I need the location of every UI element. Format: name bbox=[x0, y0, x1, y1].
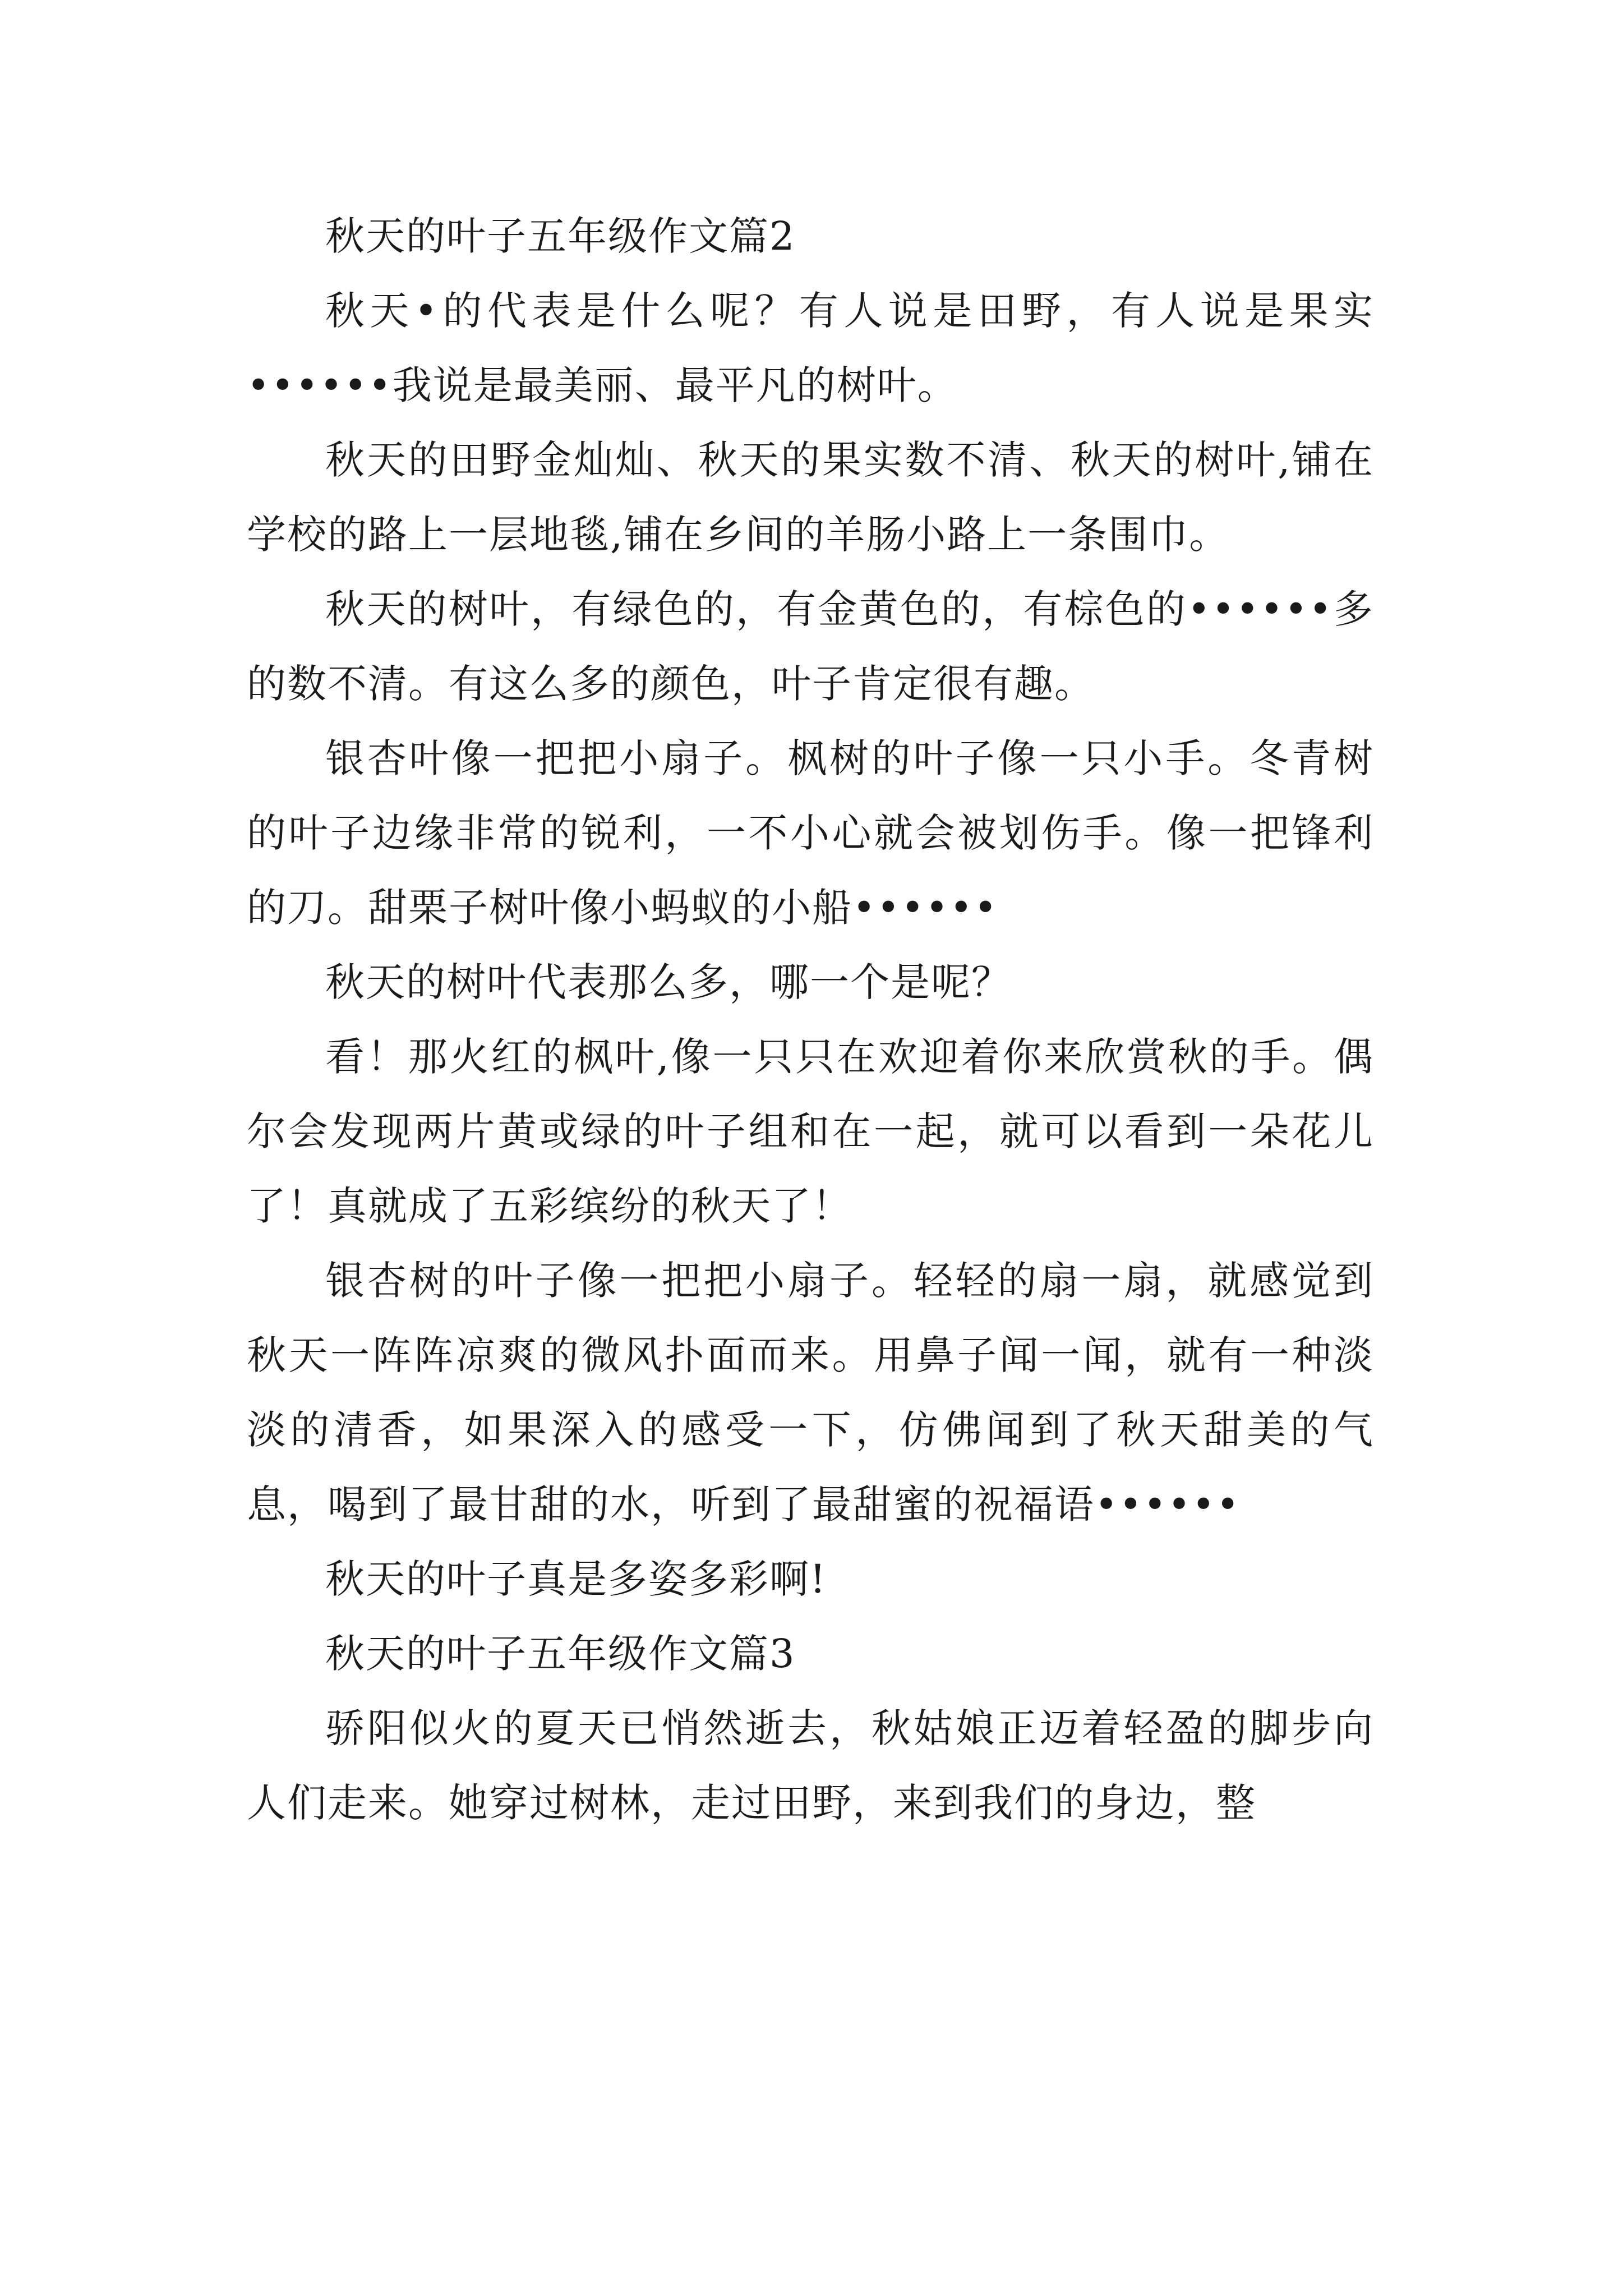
paragraph: 银杏叶像一把把小扇子。枫树的叶子像一只小手。冬青树的叶子边缘非常的锐利，一不小心就会被划伤手。像一把锋利的刀。甜栗子树叶像小蚂蚁的小船•••••• bbox=[247, 735, 1374, 931]
paragraph: 秋天的叶子真是多姿多彩啊! bbox=[325, 1556, 827, 1602]
paragraph: 秋天的树叶，有绿色的，有金黄色的，有棕色的••••••多的数不清。有这么多的颜色，叶子肯定很有趣。 bbox=[247, 586, 1374, 707]
essay-heading-3: 秋天的叶子五年级作文篇3 bbox=[325, 1631, 796, 1677]
essay-body bbox=[247, 199, 1374, 1841]
paragraph: 银杏树的叶子像一把把小扇子。轻轻的扇一扇，就感觉到秋天一阵阵凉爽的微风扑面而来。用鼻子闻一闻，就有一种淡淡的清香，如果深入的感受一下，仿佛闻到了秋天甜美的气息，喝到了最甘甜的水，听到了最甜蜜的祝福语•••••• bbox=[247, 1258, 1374, 1527]
paragraph: 秋天•的代表是什么呢？有人说是田野，有人说是果实••••••我说是最美丽、最平凡的树叶。 bbox=[247, 288, 1374, 408]
paragraph: 秋天的树叶代表那么多，哪一个是呢？ bbox=[325, 959, 1012, 1005]
paragraph: 骄阳似火的夏天已悄然逝去，秋姑娘正迈着轻盈的脚步向人们走来。她穿过树林，走过田野，来到我们的身边，整 bbox=[247, 1705, 1374, 1826]
essay-heading-2: 秋天的叶子五年级作文篇2 bbox=[325, 213, 796, 259]
paragraph: 看！那火红的枫叶,像一只只在欢迎着你来欣赏秋的手。偶尔会发现两片黄或绿的叶子组和在一起，就可以看到一朵花儿了！真就成了五彩缤纷的秋天了！ bbox=[247, 1034, 1374, 1229]
paragraph: 秋天的田野金灿灿、秋天的果实数不清、秋天的树叶,铺在学校的路上一层地毯,铺在乡间的羊肠小路上一条围巾。 bbox=[247, 437, 1374, 558]
